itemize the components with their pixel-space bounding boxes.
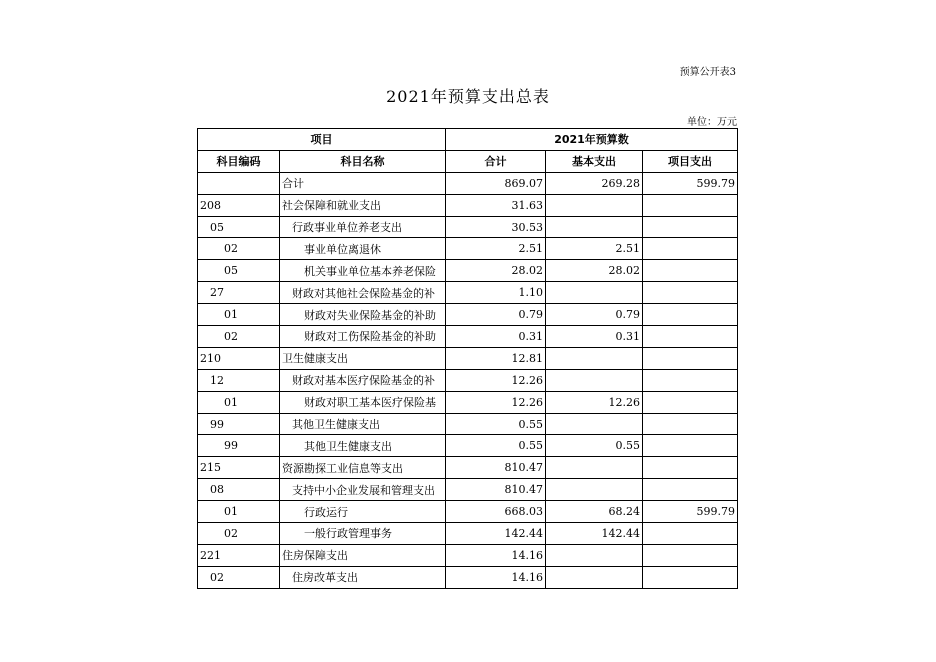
- cell-basic: [546, 413, 643, 435]
- cell-total: 142.44: [446, 523, 546, 545]
- header-basic: 基本支出: [546, 150, 643, 172]
- cell-code: 05: [198, 260, 280, 282]
- budget-table: [197, 128, 738, 589]
- cell-total: 12.26: [446, 369, 546, 391]
- cell-project: [643, 391, 738, 413]
- cell-name: 财政对其他社会保险基金的补: [280, 282, 446, 304]
- cell-basic: [546, 194, 643, 216]
- cell-name: 机关事业单位基本养老保险: [280, 260, 446, 282]
- table-row: [198, 523, 738, 545]
- header-project-expenditure: 项目支出: [643, 150, 738, 172]
- cell-name: 财政对工伤保险基金的补助: [280, 326, 446, 348]
- table-row: [198, 566, 738, 588]
- cell-project: [643, 260, 738, 282]
- cell-code: [198, 172, 280, 194]
- cell-total: 12.81: [446, 347, 546, 369]
- cell-project: [643, 544, 738, 566]
- cell-total: 869.07: [446, 172, 546, 194]
- cell-name: 其他卫生健康支出: [280, 413, 446, 435]
- table-row: [198, 457, 738, 479]
- cell-basic: [546, 479, 643, 501]
- cell-project: [643, 216, 738, 238]
- header-project: 项目: [198, 129, 446, 151]
- cell-code: 27: [198, 282, 280, 304]
- cell-total: 12.26: [446, 391, 546, 413]
- cell-total: 0.31: [446, 326, 546, 348]
- cell-code: 02: [198, 566, 280, 588]
- cell-basic: [546, 369, 643, 391]
- cell-total: 0.79: [446, 304, 546, 326]
- header-budget-group: 2021年预算数: [446, 129, 738, 151]
- table-row: [198, 347, 738, 369]
- cell-basic: 28.02: [546, 260, 643, 282]
- cell-name: 卫生健康支出: [280, 347, 446, 369]
- cell-project: [643, 523, 738, 545]
- cell-basic: 0.55: [546, 435, 643, 457]
- cell-code: 01: [198, 304, 280, 326]
- header-row-group: [198, 129, 738, 151]
- cell-basic: 68.24: [546, 501, 643, 523]
- table-row: [198, 326, 738, 348]
- cell-code: 01: [198, 501, 280, 523]
- cell-project: [643, 326, 738, 348]
- cell-project: [643, 369, 738, 391]
- cell-total: 14.16: [446, 544, 546, 566]
- cell-name: 合计: [280, 172, 446, 194]
- cell-name: 财政对失业保险基金的补助: [280, 304, 446, 326]
- cell-project: [643, 457, 738, 479]
- table-row: [198, 282, 738, 304]
- cell-project: [643, 282, 738, 304]
- cell-code: 01: [198, 391, 280, 413]
- cell-name: 一般行政管理事务: [280, 523, 446, 545]
- table-row: [198, 391, 738, 413]
- cell-code: 208: [198, 194, 280, 216]
- cell-basic: 142.44: [546, 523, 643, 545]
- cell-total: 2.51: [446, 238, 546, 260]
- cell-code: 02: [198, 238, 280, 260]
- cell-total: 0.55: [446, 435, 546, 457]
- cell-basic: 2.51: [546, 238, 643, 260]
- header-code: 科目编码: [198, 150, 280, 172]
- cell-project: [643, 479, 738, 501]
- cell-basic: [546, 216, 643, 238]
- table-row: [198, 435, 738, 457]
- cell-project: [643, 238, 738, 260]
- cell-basic: 0.31: [546, 326, 643, 348]
- unit-label: 单位：万元: [687, 117, 737, 128]
- cell-code: 08: [198, 479, 280, 501]
- cell-total: 31.63: [446, 194, 546, 216]
- cell-project: [643, 435, 738, 457]
- cell-name: 财政对基本医疗保险基金的补: [280, 369, 446, 391]
- cell-name: 支持中小企业发展和管理支出: [280, 479, 446, 501]
- header-name: 科目名称: [280, 150, 446, 172]
- table-row: [198, 216, 738, 238]
- table-body: [198, 172, 738, 588]
- table-row: [198, 238, 738, 260]
- cell-code: 99: [198, 435, 280, 457]
- cell-code: 221: [198, 544, 280, 566]
- cell-code: 02: [198, 523, 280, 545]
- form-number-label: 预算公开表3: [679, 67, 736, 78]
- table-row: [198, 260, 738, 282]
- cell-name: 社会保障和就业支出: [280, 194, 446, 216]
- cell-basic: [546, 566, 643, 588]
- cell-basic: 12.26: [546, 391, 643, 413]
- cell-name: 资源勘探工业信息等支出: [280, 457, 446, 479]
- cell-total: 1.10: [446, 282, 546, 304]
- cell-project: [643, 304, 738, 326]
- cell-total: 30.53: [446, 216, 546, 238]
- cell-name: 事业单位离退休: [280, 238, 446, 260]
- cell-code: 210: [198, 347, 280, 369]
- cell-basic: [546, 347, 643, 369]
- table-row: [198, 304, 738, 326]
- table-row: [198, 172, 738, 194]
- cell-project: [643, 347, 738, 369]
- cell-project: 599.79: [643, 172, 738, 194]
- header-row-columns: [198, 150, 738, 172]
- table-row: [198, 194, 738, 216]
- table-row: [198, 479, 738, 501]
- cell-code: 99: [198, 413, 280, 435]
- cell-total: 810.47: [446, 479, 546, 501]
- cell-total: 810.47: [446, 457, 546, 479]
- cell-name: 财政对职工基本医疗保险基: [280, 391, 446, 413]
- cell-name: 行政事业单位养老支出: [280, 216, 446, 238]
- cell-project: [643, 566, 738, 588]
- table-row: [198, 544, 738, 566]
- cell-basic: 269.28: [546, 172, 643, 194]
- cell-total: 0.55: [446, 413, 546, 435]
- cell-project: [643, 194, 738, 216]
- cell-basic: [546, 457, 643, 479]
- cell-basic: [546, 544, 643, 566]
- cell-project: 599.79: [643, 501, 738, 523]
- table-row: [198, 501, 738, 523]
- cell-total: 668.03: [446, 501, 546, 523]
- cell-total: 28.02: [446, 260, 546, 282]
- header-total: 合计: [446, 150, 546, 172]
- table-row: [198, 413, 738, 435]
- cell-name: 行政运行: [280, 501, 446, 523]
- cell-code: 05: [198, 216, 280, 238]
- cell-total: 14.16: [446, 566, 546, 588]
- cell-project: [643, 413, 738, 435]
- cell-name: 住房保障支出: [280, 544, 446, 566]
- cell-code: 12: [198, 369, 280, 391]
- cell-name: 其他卫生健康支出: [280, 435, 446, 457]
- cell-basic: [546, 282, 643, 304]
- page-title: 2021年预算支出总表: [386, 87, 550, 106]
- cell-code: 215: [198, 457, 280, 479]
- cell-code: 02: [198, 326, 280, 348]
- table-row: [198, 369, 738, 391]
- cell-name: 住房改革支出: [280, 566, 446, 588]
- cell-basic: 0.79: [546, 304, 643, 326]
